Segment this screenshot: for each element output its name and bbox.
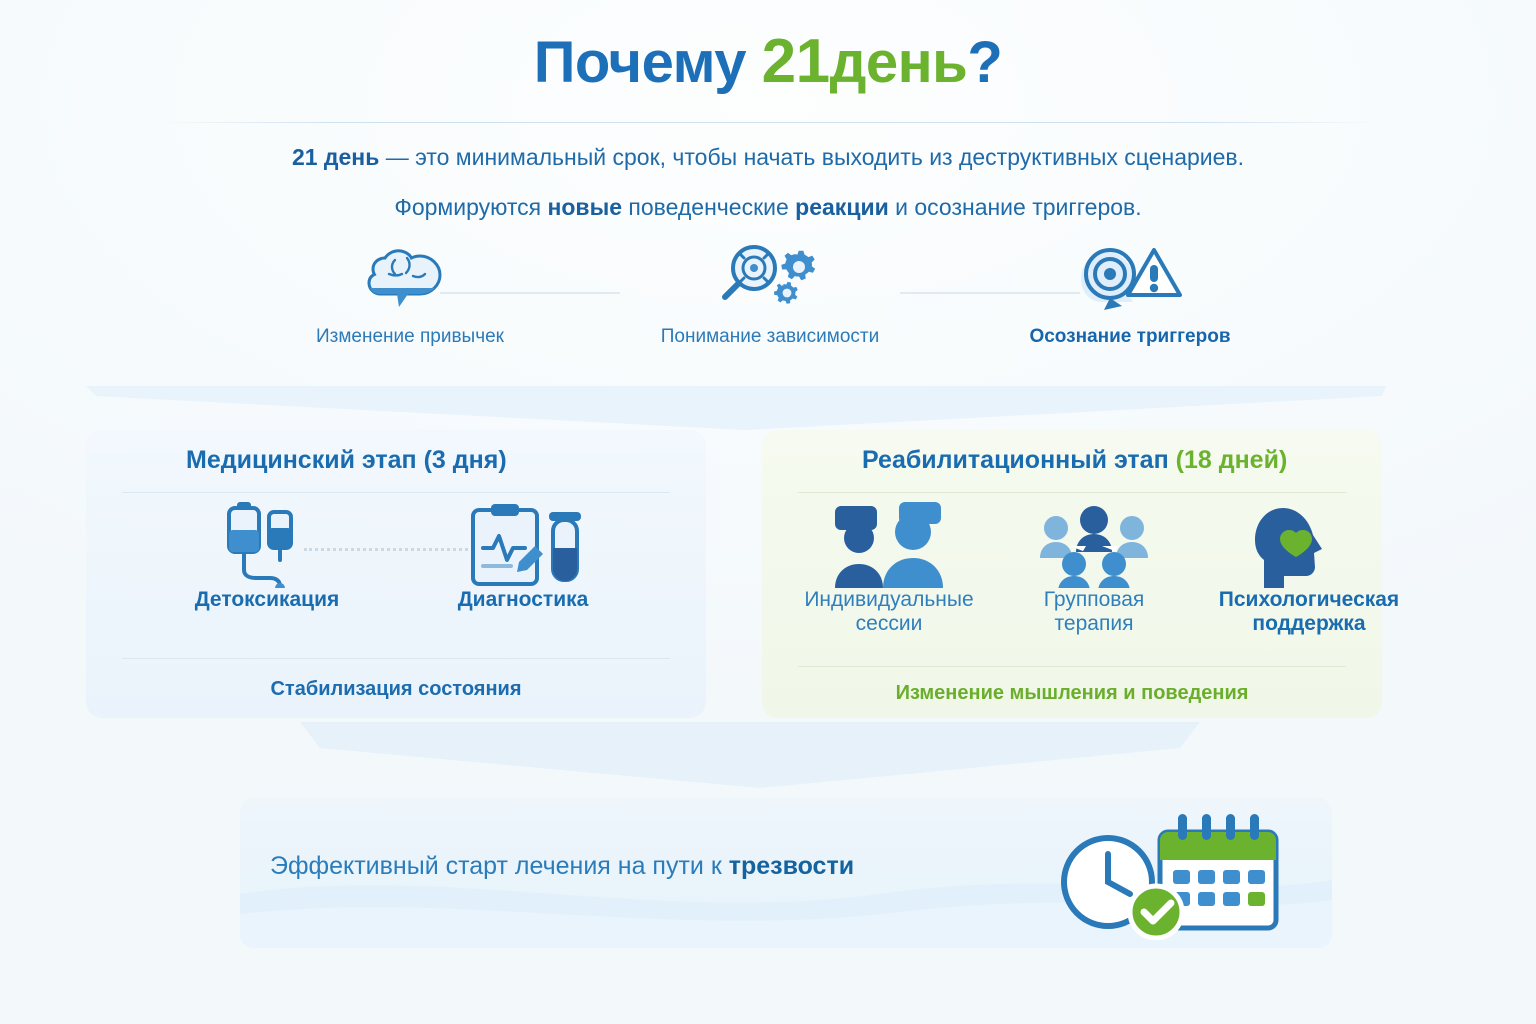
intro-line-1-rest: — это минимальный срок, чтобы начать выходить из деструктивных сценариев. [379,144,1245,170]
intro-highlight-reactions: реакции [795,194,889,220]
check-badge-icon [1130,886,1182,938]
clipboard-test-tube-icon [398,502,648,588]
stage-item-support-label-line2: поддержка [1252,612,1366,636]
intro-highlight-21-days: 21 день [291,144,380,170]
stage-medical-title [186,446,507,475]
flow-chevron-bottom [300,722,1200,792]
stage-item-individual [784,502,994,636]
intro-line-2-a: Формируются [394,194,548,220]
top-item-habits-label: Изменение привычек [315,326,504,347]
banner-icon-group [1056,810,1306,940]
intro-line-2-e: и осознание триггеров. [888,194,1142,220]
title-number: 21 [761,27,830,96]
target-alert-icon [1000,240,1260,316]
banner-text-highlight: трезвости [728,852,855,880]
magnifier-gear-icon [640,240,900,316]
stage-item-support [1194,502,1424,636]
stage-item-group-label-line1: Групповая [1043,588,1145,611]
head-heart-icon [1194,502,1424,588]
stage-item-group-label-line2: терапия [1054,612,1134,636]
stage-rehab-title-days: (18 дней) [1175,446,1288,474]
top-icon-row [280,240,1260,380]
stage-medical-footer: Стабилизация состояния [270,678,522,700]
page-title [0,26,1536,97]
stage-panel-medical [86,430,706,718]
result-banner [240,798,1332,948]
stage-item-support-label-line1: Психологическая [1218,588,1400,611]
title-part1: Почему [533,30,762,95]
stage-item-group [994,502,1194,636]
brain-icon [280,240,540,316]
stage-item-individual-label-line1: Индивидуальные [804,588,974,611]
stage-item-detox-label: Детоксикация [194,588,340,611]
stage-item-individual-label-line2: сессии [855,612,923,636]
banner-text [270,852,854,881]
intro-line-2 [0,194,1536,221]
stage-panel-rehab [762,430,1400,718]
top-item-triggers-label: Осознание триггеров [1029,326,1231,347]
title-question-mark: ? [967,30,1003,95]
stage-rehab-title [862,446,1287,475]
intro-line-2-c: поведенческие [622,194,796,220]
stage-rehab-divider-bottom [798,666,1346,667]
top-item-habits [280,240,540,348]
stage-item-diagnostics [398,502,648,612]
two-people-dialog-icon [784,502,994,588]
stage-item-diagnostics-label: Диагностика [457,588,589,611]
stage-rehab-divider-top [798,492,1346,493]
stage-medical-title-main: Медицинский этап [186,446,417,474]
iv-drip-icon [142,502,392,588]
title-divider [154,122,1382,123]
group-therapy-icon [994,502,1194,588]
intro-line-1 [0,144,1536,171]
stage-medical-title-days: (3 дня) [423,446,507,474]
top-item-understanding [640,240,900,348]
title-part2: день [829,30,968,95]
top-item-triggers [1000,240,1260,348]
top-item-understanding-label: Понимание зависимости [660,326,880,347]
intro-highlight-new: новые [547,194,622,220]
flow-chevron-top [86,386,1386,432]
stage-rehab-title-main: Реабилитационный этап [862,446,1169,474]
stage-item-detox [142,502,392,612]
stage-medical-divider-bottom [122,658,670,659]
stage-medical-divider-top [122,492,670,493]
stage-rehab-footer: Изменение мышления и поведения [895,682,1249,704]
banner-text-a: Эффективный старт лечения на пути к [270,852,729,880]
